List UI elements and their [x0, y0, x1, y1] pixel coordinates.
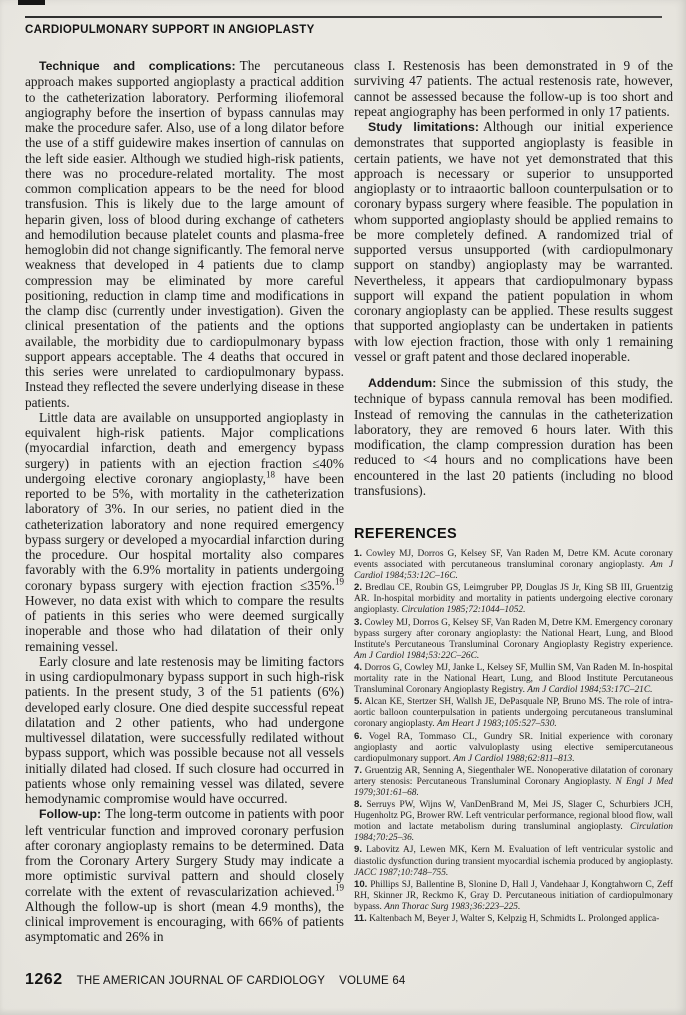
- paragraph-text: Early closure and late restenosis may be limiting factors in using cardiopulmonary bypass support in such high-risk patients. In the present study, 3 of the 51 patients (6%) developed early closure. One died despite successful repeat dilatation and 2 other patients, who had undergone multivessel dilatation, were successfully redilated without bypass support, which was possible because not all vessels initially dilated had closed. If such closure had occurred in patients whose only remaining vessel was dilated, severe hemodynamic compromise would have occurred.: [25, 653, 344, 806]
- reference-text: Vogel RA, Tommaso CL, Gundry SR. Initial experience with coronary angioplasty and aortic valvuloplasty using elective semipercutaneous cardiopulmonary support.: [354, 731, 673, 764]
- reference-journal-citation: Am J Cardiol 1988;62:811–813.: [453, 753, 575, 764]
- reference-text: Kaltenbach M, Beyer J, Walter S, Kelpzig H, Schmidts L. Prolonged applica-: [366, 914, 660, 924]
- header-rule: [25, 16, 662, 18]
- right-column: [354, 58, 673, 945]
- references-section: [354, 526, 673, 925]
- paragraph-addendum: [354, 375, 673, 498]
- reference-item: [354, 879, 673, 913]
- journal-name: THE AMERICAN JOURNAL OF CARDIOLOGY: [76, 975, 326, 987]
- paragraph-text: class I. Restenosis has been demonstrated in 9 of the surviving 47 patients. The actual restenosis rate, however, cannot be assessed because the follow-up is too short and repeat angiography has been performed in only 17 patients.: [354, 58, 673, 119]
- reference-superscript: 18: [265, 469, 275, 480]
- reference-item: [354, 799, 673, 844]
- reference-number: 7.: [354, 764, 363, 776]
- paragraph-text: However, no data exist with which to compare the results of patients in this series who were deemed surgically inoperable and those who had dilatation of their only remaining vessel.: [25, 592, 344, 654]
- reference-text: Cowley MJ, Dorros G, Kelsey SF, Van Raden M, Detre KM. Acute coronary events associated with percutaneous transluminal coronary angioplasty.: [354, 549, 673, 571]
- reference-item: [354, 696, 673, 730]
- reference-item: [354, 548, 673, 582]
- paragraph-restenosis-continuation: [354, 58, 673, 119]
- reference-list: [354, 548, 673, 925]
- volume-label: VOLUME 64: [339, 975, 406, 987]
- paragraph-technique-complications: [25, 58, 344, 410]
- reference-number: 8.: [354, 799, 363, 811]
- paragraph-text: The long-term outcome in patients with poor left ventricular function and improved coronary perfusion after coronary angioplasty remains to be determined. Data from the Coronary Artery Surgery Study may indicate a more optimistic survival pattern and should closely correlate with the extent of revascularization achieved.: [25, 806, 344, 899]
- reference-text: Labovitz AJ, Lewen MK, Kern M. Evaluation of left ventricular systolic and diastolic dysfunction during transient myocardial ischemia produced by angioplasty.: [354, 845, 673, 867]
- reference-item: [354, 765, 673, 799]
- paragraph-text: have been reported to be 5%, with mortality in the catheterization laboratory of 3%. In our series, no patient died in the catheterization laboratory and none required emergency bypass surgery or developed a myocardial infarction during the procedure. Our hospital mortality also compares favorably with the 6.9% mortality in patients undergoing coronary bypass surgery with ejection fraction ≤35%.: [25, 470, 344, 593]
- reference-number: 1.: [354, 548, 363, 559]
- run-in-heading-addendum: Addendum:: [368, 376, 437, 390]
- reference-journal-citation: Circulation 1985;72:1044–1052.: [401, 605, 526, 616]
- reference-text: Serruys PW, Wijns W, VanDenBrand M, Mei JS, Slager C, Schurbiers JCH, Hugenholtz PG, Brower RW. Left ventricular performance, regional blood flow, wall motion and lactate metabolism during transluminal angioplasty.: [354, 800, 673, 833]
- scan-artifact-mark: [18, 0, 45, 5]
- reference-number: 6.: [354, 730, 363, 742]
- reference-item: [354, 844, 673, 878]
- paragraph-unsupported-data: [25, 410, 344, 654]
- reference-journal-citation: Ann Thorac Surg 1983;36:223–225.: [384, 901, 521, 912]
- paragraph-text: The percutaneous approach makes supported angioplasty a practical addition to the catheterization laboratory. Performing iliofemoral angiography before the insertion of bypass cannulas may make the procedure safer. Also, use of a long dilator before the use of a stiff guidewire makes insertion of cannulas on the left side easier. Although we studied high-risk patients, there was no procedure-related mortality. The most common complication appears to be the need for blood transfusion. This is likely due to the large amount of heparin given, loss of blood during exchange of catheters and hemodilution because platelet counts and plasma-free hemoglobin did not change significantly. The femoral nerve weakness that developed in 4 patients due to clamp compression may be eliminated by more careful positioning, reduction in clamp time and modifications in the clamp disc (currently under investigation). Given the clinical presentation of the patients and the options available, the morbidity due to cardiopulmonary bypass support appears acceptable. The 4 deaths that occured in this series were unrelated to cardiopulmonary bypass. Instead they reflected the severe underlying disease in these patients.: [25, 58, 344, 410]
- reference-number: 9.: [354, 844, 363, 856]
- paragraph-follow-up: [25, 806, 344, 944]
- reference-superscript: 19: [335, 882, 344, 893]
- reference-journal-citation: Am Heart J 1983;105:527–530.: [436, 719, 557, 730]
- paragraph-text: Although the follow-up is short (mean 4.9 months), the clinical improvement is encouraging, with 66% of patients asymptomatic and 26% in: [25, 898, 344, 945]
- reference-number: 3.: [354, 616, 363, 628]
- references-heading: REFERENCES: [354, 526, 458, 542]
- reference-text: Bredlau CE, Roubin GS, Leimgruber PP, Douglas JS Jr, King SB III, Gruentzig AR. In-hospital morbidity and mortality in patients undergoing elective coronary angioplasty.: [354, 583, 673, 616]
- paragraph-early-closure: [25, 654, 344, 807]
- reference-number: 2.: [354, 582, 363, 594]
- reference-item: [354, 731, 673, 765]
- reference-text: Dorros G, Cowley MJ, Janke L, Kelsey SF, Mullin SM, Van Raden M. In-hospital mortality rate in the National Heart, Lung, and Blood Institute Percutaneous Transluminal Coronary Angioplasty Registry.: [354, 662, 673, 696]
- reference-number: 10.: [354, 878, 368, 890]
- reference-journal-citation: JACC 1987;10:748–755.: [354, 867, 449, 878]
- paragraph-text: Little data are available on unsupported angioplasty in equivalent high-risk patients. Major complications (myocardial infarction, death and emergency bypass surgery) in patients with an ejection fraction ≤40% undergoing elective coronary angioplasty,: [25, 409, 344, 486]
- run-in-heading-follow-up: Follow-up:: [39, 807, 102, 822]
- page-footer: [25, 971, 406, 989]
- reference-item: [354, 913, 673, 925]
- reference-journal-citation: Circulation 1984;70:25–36.: [354, 822, 673, 844]
- running-head: CARDIOPULMONARY SUPPORT IN ANGIOPLASTY: [25, 24, 315, 36]
- page-number: 1262: [25, 971, 63, 988]
- run-in-heading-technique: Technique and complications:: [39, 59, 236, 73]
- paragraph-text: Since the submission of this study, the technique of bypass cannula removal has been modified. Instead of removing the cannulas in the catheterization laboratory, they are removed 6 hours later. With this modification, the clamp compression duration has been reduced to <4 hours and no complications have been encountered in the last 20 patients (including no blood transfusions).: [354, 375, 673, 498]
- reference-superscript: 19: [335, 576, 344, 587]
- reference-number: 11.: [354, 913, 367, 924]
- reference-item: [354, 582, 673, 616]
- reference-text: Gruentzig AR, Senning A, Siegenthaler WE. Nonoperative dilatation of coronary artery stenosis: Percutaneous Transluminal Coronary Angioplasty.: [354, 765, 673, 787]
- reference-text: Cowley MJ, Dorros G, Kelsey SF, Van Raden M, Detre KM. Emergency coronary bypass surgery after coronary angioplasty: the National Heart, Lung, and Blood Institute's Percutaneous Transluminal Coronary Angioplasty Registry experience.: [354, 617, 673, 650]
- left-column: [25, 58, 344, 945]
- paragraph-study-limitations: [354, 119, 673, 364]
- article-body: [25, 58, 673, 945]
- reference-journal-citation: N Engl J Med 1979;301:61–68.: [354, 776, 673, 798]
- reference-text: Alcan KE, Stertzer SH, Wallsh JE, DePasquale NP, Bruno MS. The role of intra-aortic balloon counterpulsation in patients undergoing percutaneous transluminal coronary angioplasty.: [354, 697, 673, 730]
- reference-number: 5.: [354, 696, 363, 708]
- reference-text: Phillips SJ, Ballentine B, Slonine D, Hall J, Vandehaar J, Kongtahworn C, Zeff RH, Skinner JR, Reckmo K, Gray D. Percutaneous initiation of cardiopulmonary bypass.: [354, 879, 673, 912]
- reference-journal-citation: Am J Cardiol 1984;53:17C–21C.: [527, 685, 653, 696]
- reference-item: [354, 662, 673, 696]
- reference-journal-citation: Am J Cardiol 1984;53:22C–26C.: [354, 650, 480, 661]
- reference-item: [354, 617, 673, 662]
- reference-number: 4.: [354, 661, 363, 673]
- paragraph-text: Although our initial experience demonstrates that supported angioplasty is feasible in certain patients, we have not yet demonstrated that this approach is necessary or superior to unsupported angioplasty or to intraaortic balloon counterpulsation or to coronary bypass surgery where feasible. The population in whom supported angioplasty should be applied remains to be more completely defined. A randomized trial of supported versus unsupported (with cardiopulmonary support on standby) angioplasty may be warranted. Nevertheless, it appears that cardiopulmonary bypass support will expand the patient population in whom coronary angioplasty can be applied. These results suggest that supported angioplasty can be undertaken in patients with low ejection fraction, those with only 1 remaining vessel or graft patent and those declared inoperable.: [354, 119, 674, 364]
- reference-journal-citation: Am J Cardiol 1984;53:12C–16C.: [354, 560, 673, 582]
- run-in-heading-study-limitations: Study limitations:: [368, 120, 479, 134]
